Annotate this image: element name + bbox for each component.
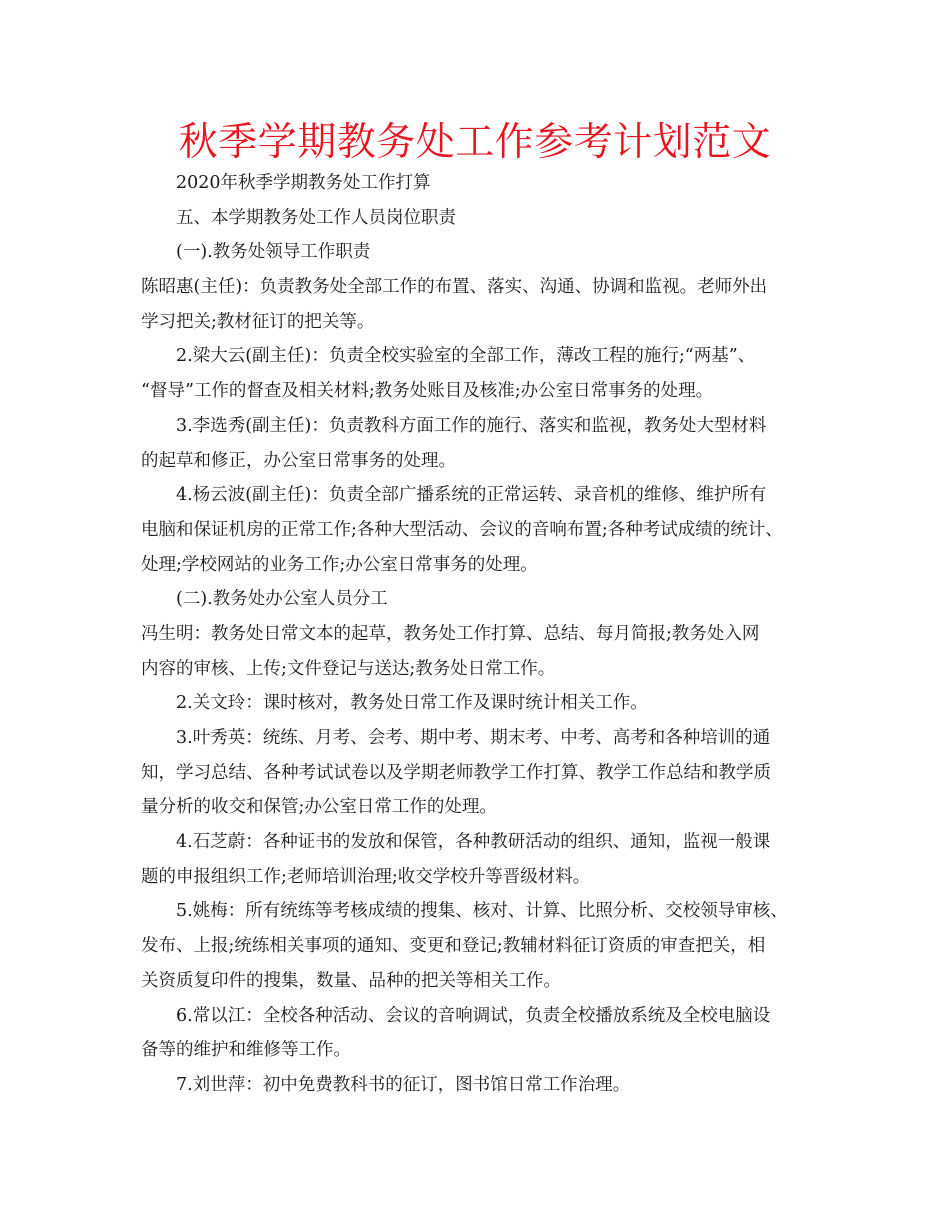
body-line: 2020年秋季学期教务处工作打算 — [176, 173, 431, 193]
body-line: 关资质复印件的搜集，数量、品种的把关等相关工作。 — [141, 970, 561, 991]
body-line: 2.梁大云(副主任)：负责全校实验室的全部工作，薄改工程的施行;“两基”、 — [176, 346, 756, 367]
body-line: 3.叶秀英：统练、月考、会考、期中考、期末考、中考、高考和各种培训的通 — [176, 728, 771, 748]
document-body — [141, 166, 816, 1103]
body-line: 6.常以江：全校各种活动、会议的音响调试，负责全校播放系统及全校电脑设 — [176, 1005, 771, 1026]
body-line: (二).教务处办公室人员分工 — [176, 589, 388, 610]
body-line: 备等的维护和维修等工作。 — [141, 1040, 351, 1061]
body-line: 陈昭惠(主任)：负责教务处全部工作的布置、落实、沟通、协调和监视。老师外出 — [141, 277, 768, 298]
body-line: 量分析的收交和保管;办公室日常工作的处理。 — [141, 797, 497, 818]
body-line: 4.石芝蔚：各种证书的发放和保管，各种教研活动的组织、通知，监视一般课 — [176, 832, 771, 853]
body-line: 冯生明：教务处日常文本的起草，教务处工作打算、总结、每月简报;教务处入网 — [141, 623, 760, 644]
body-line: 3.李选秀(副主任)：负责教科方面工作的施行、落实和监视，教务处大型材料 — [176, 415, 767, 436]
body-line: 处理;学校网站的业务工作;办公室日常事务的处理。 — [141, 554, 538, 575]
body-line: 知，学习总结、各种考试试卷以及学期老师教学工作打算、教学工作总结和教学质 — [141, 762, 771, 783]
body-line: 五、本学期教务处工作人员岗位职责 — [176, 207, 456, 228]
body-line: 5.姚梅：所有统练等考核成绩的搜集、核对、计算、比照分析、交校领导审核、 — [176, 901, 788, 922]
body-line: “督导”工作的督查及相关材料;教务处账目及核准;办公室日常事务的处理。 — [141, 381, 714, 402]
body-line: 2.关文玲：课时核对，教务处日常工作及课时统计相关工作。 — [176, 693, 648, 714]
body-line: 4.杨云波(副主任)：负责全部广播系统的正常运转、录音机的维修、维护所有 — [176, 485, 767, 506]
body-line: 电脑和保证机房的正常工作;各种大型活动、会议的音响布置;各种考试成绩的统计、 — [141, 519, 783, 540]
body-line: 学习把关;教材征订的把关等。 — [141, 311, 375, 332]
body-line: 内容的审核、上传;文件登记与送达;教务处日常工作。 — [141, 658, 556, 679]
body-line: 发布、上报;统练相关事项的通知、变更和登记;教辅材料征订资质的审查把关，相 — [141, 936, 766, 957]
body-line: 7.刘世萍：初中免费教科书的征订，图书馆日常工作治理。 — [176, 1074, 631, 1095]
document-title: 秋季学期教务处工作参考计划范文 — [178, 120, 772, 165]
body-line: 题的申报组织工作;老师培训治理;收交学校升等晋级材料。 — [141, 866, 591, 887]
body-line: (一).教务处领导工作职责 — [176, 242, 371, 263]
body-line: 的起草和修正，办公室日常事务的处理。 — [141, 450, 456, 471]
